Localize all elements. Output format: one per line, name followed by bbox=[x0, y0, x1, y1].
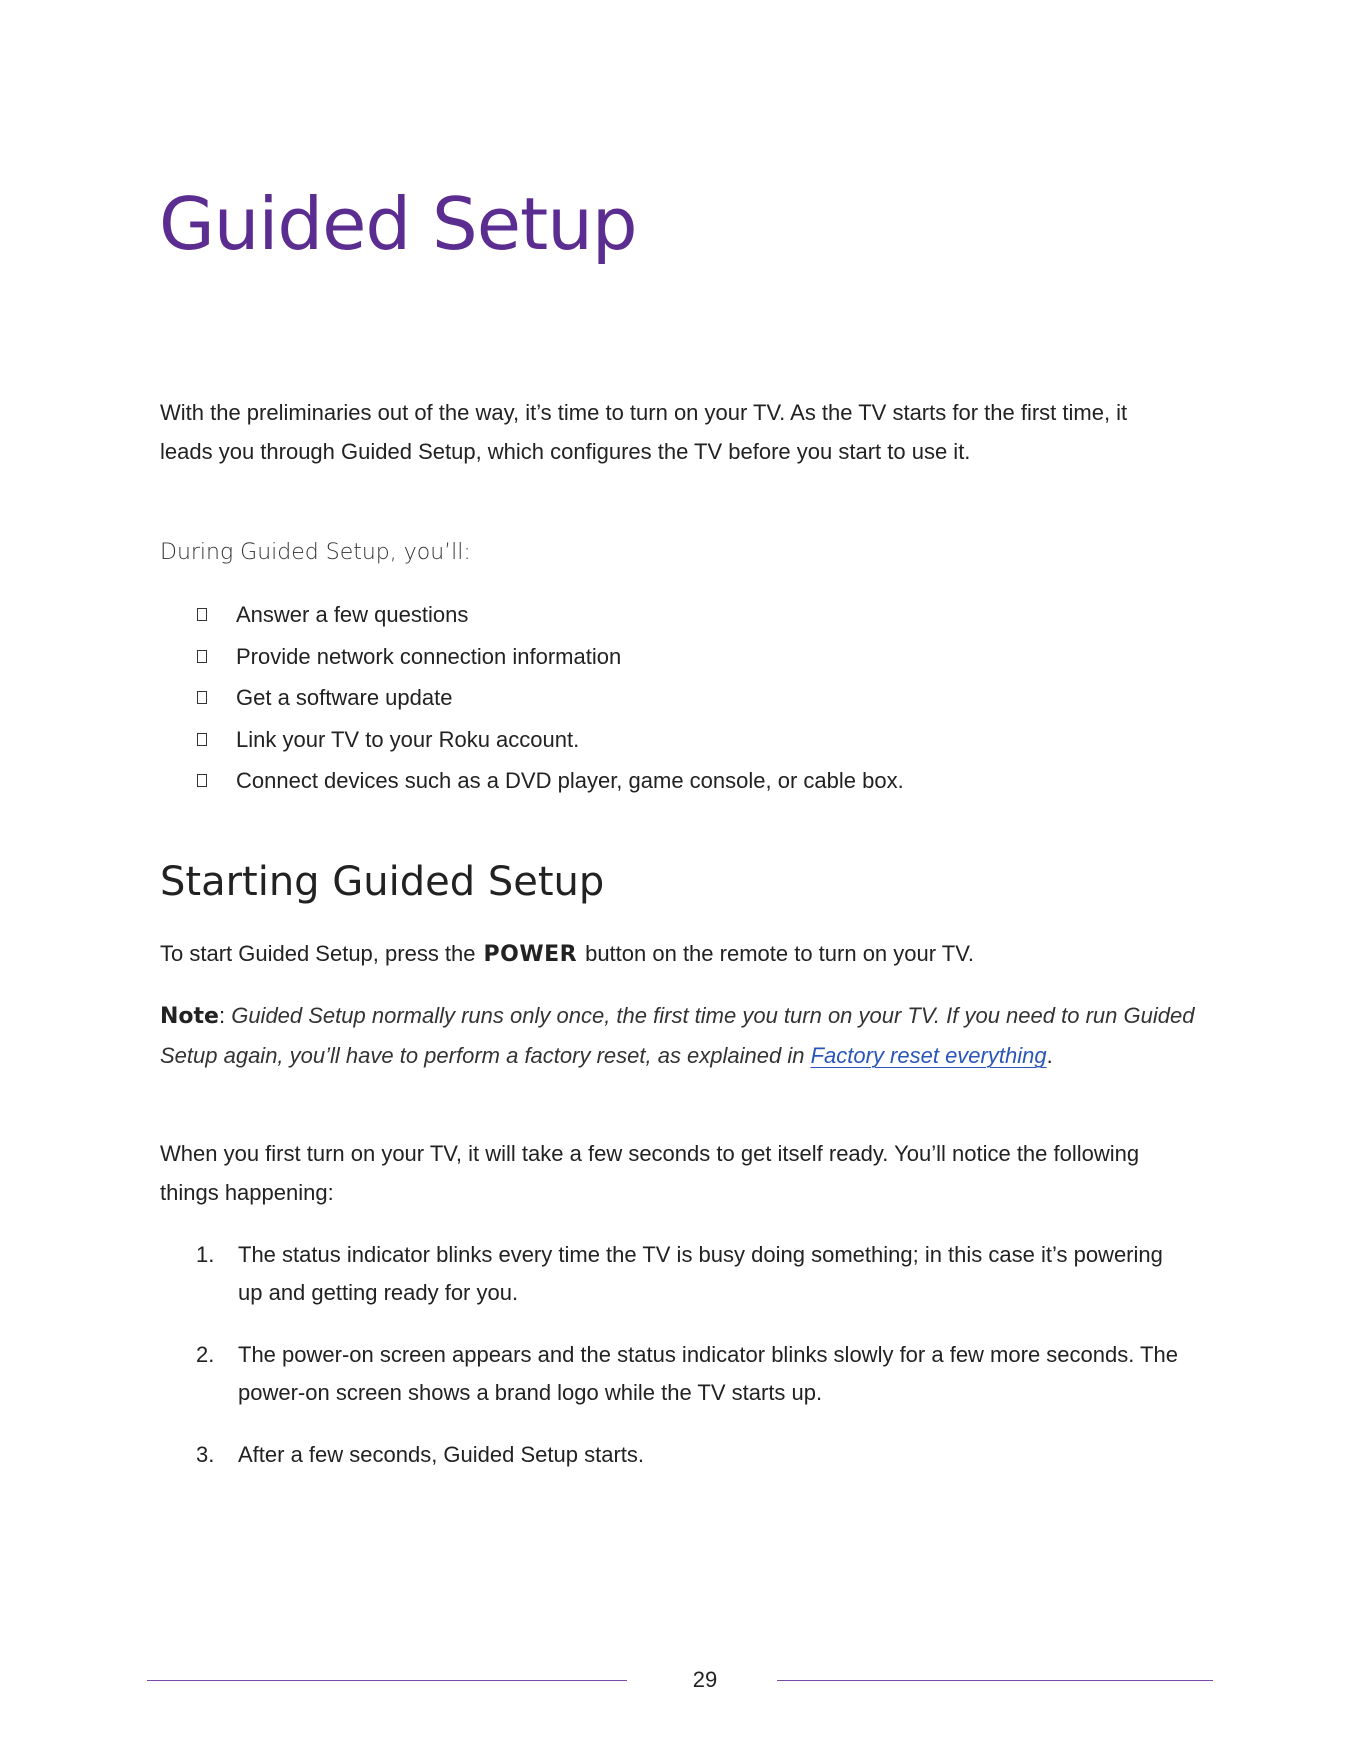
list-item bbox=[197, 598, 904, 640]
during-heading: During Guided Setup, you’ll: bbox=[160, 540, 471, 565]
page-number: 29 bbox=[692, 1667, 718, 1692]
note-text: Guided Setup normally runs only once, the first time you turn on your TV. If you need to run Guided Setup again, you’ll have to perform a factory reset, as explained in bbox=[160, 1003, 1195, 1068]
bullet-text: Connect devices such as a DVD player, game console, or cable box. bbox=[236, 768, 904, 793]
step-text: After a few seconds, Guided Setup starts. bbox=[238, 1442, 644, 1467]
note-paragraph bbox=[160, 996, 1210, 1075]
bullet-text: Link your TV to your Roku account. bbox=[236, 726, 580, 752]
start-paragraph bbox=[160, 934, 1210, 974]
note-end: . bbox=[1046, 1043, 1053, 1068]
note-colon: : bbox=[218, 1003, 232, 1028]
power-button-label: POWER bbox=[483, 942, 578, 967]
step-number: 3. bbox=[196, 1442, 215, 1467]
list-item bbox=[196, 1336, 1186, 1412]
when-paragraph: When you first turn on your TV, it will take a few seconds to get itself ready. You’ll notice the following things happening: bbox=[160, 1141, 1140, 1205]
step-number: 2. bbox=[196, 1342, 215, 1367]
step-number: 1. bbox=[196, 1242, 215, 1267]
start-text-before: To start Guided Setup, press the bbox=[160, 941, 476, 966]
bullet-text: Answer a few questions bbox=[236, 602, 469, 627]
factory-reset-link[interactable]: Factory reset everything bbox=[810, 1043, 1047, 1068]
list-item bbox=[197, 640, 904, 682]
section-heading: Starting Guided Setup bbox=[160, 859, 605, 905]
step-text: The power-on screen appears and the status indicator blinks slowly for a few more seconds. The power-on screen shows a brand logo while the TV starts up. bbox=[238, 1342, 1178, 1405]
bullet-icon bbox=[197, 608, 207, 621]
bullet-icon bbox=[197, 733, 207, 746]
list-item bbox=[197, 681, 904, 723]
steps-list bbox=[196, 1236, 1186, 1498]
list-item bbox=[197, 723, 904, 765]
bullet-text: Provide network connection information bbox=[236, 643, 622, 669]
footer-divider-right bbox=[777, 1680, 1213, 1681]
footer-divider-left bbox=[147, 1680, 627, 1681]
start-text-after: button on the remote to turn on your TV. bbox=[585, 941, 974, 966]
page-title: Guided Setup bbox=[159, 182, 637, 266]
bullet-text: Get a software update bbox=[236, 685, 453, 710]
step-text: The status indicator blinks every time the TV is busy doing something; in this case it’s powering up and getting ready for you. bbox=[238, 1242, 1163, 1305]
note-label: Note bbox=[160, 1004, 219, 1029]
list-item bbox=[196, 1236, 1186, 1312]
intro-paragraph: With the preliminaries out of the way, it’s time to turn on your TV. As the TV starts for the first time, it leads you through Guided Setup, which configures the TV before you start to use it. bbox=[160, 400, 1128, 464]
list-item bbox=[196, 1436, 1186, 1474]
bullet-icon bbox=[197, 691, 207, 704]
bullet-icon bbox=[197, 774, 207, 787]
list-item bbox=[197, 764, 904, 806]
setup-bullet-list bbox=[197, 598, 904, 806]
bullet-icon bbox=[197, 650, 207, 663]
